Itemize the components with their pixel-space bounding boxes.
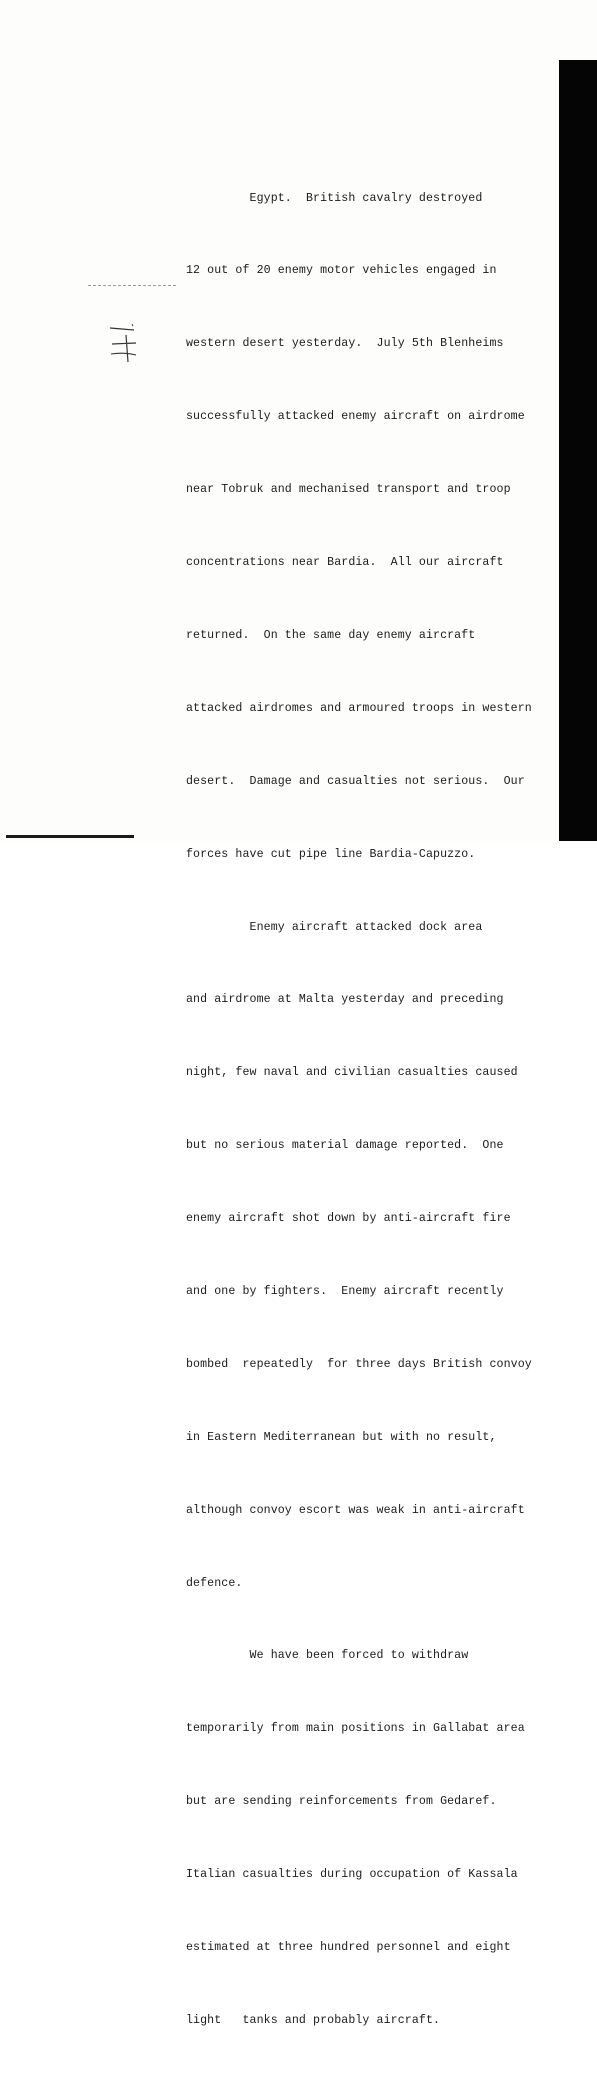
text-line: temporarily from main positions in Gallabat area xyxy=(186,1722,525,1736)
text-line: light tanks and probably aircraft. xyxy=(186,2013,441,2027)
text-line: bombed repeatedly for three days British convoy xyxy=(186,1357,532,1371)
handwritten-page-number xyxy=(106,322,140,372)
text-line: Italian casualties during occupation of Kassala xyxy=(186,1868,518,1882)
text-line: successfully attacked enemy aircraft on airdrome xyxy=(186,410,525,424)
text-line: western desert yesterday. July 5th Blenheims xyxy=(186,337,504,351)
text-line: Enemy aircraft attacked dock area xyxy=(186,920,483,934)
text-line: returned. On the same day enemy aircraft xyxy=(186,628,476,642)
text-line: but are sending reinforcements from Gedaref. xyxy=(186,1795,497,1809)
text-line: desert. Damage and casualties not serious. Our xyxy=(186,774,525,788)
text-line: although convoy escort was weak in anti-aircraft xyxy=(186,1503,525,1517)
text-line: enemy aircraft shot down by anti-aircraft fire xyxy=(186,1212,511,1226)
text-line: night, few naval and civilian casualties caused xyxy=(186,1066,518,1080)
text-line: attacked airdromes and armoured troops in western xyxy=(186,701,532,715)
text-line: estimated at three hundred personnel and eight xyxy=(186,1940,511,1954)
margin-dashed-line xyxy=(88,285,176,286)
scan-bottom-rule xyxy=(6,835,134,838)
scan-edge-shadow xyxy=(559,60,597,841)
text-line: and airdrome at Malta yesterday and preceding xyxy=(186,993,504,1007)
typed-text-body xyxy=(186,138,556,2082)
text-line: defence. xyxy=(186,1576,243,1590)
text-line: forces have cut pipe line Bardia-Capuzzo. xyxy=(186,847,476,861)
text-line: concentrations near Bardia. All our aircraft xyxy=(186,556,504,570)
text-line: but no serious material damage reported. One xyxy=(186,1139,504,1153)
text-line: and one by fighters. Enemy aircraft recently xyxy=(186,1284,504,1298)
text-line: 12 out of 20 enemy motor vehicles engaged in xyxy=(186,264,497,278)
text-line: near Tobruk and mechanised transport and troop xyxy=(186,483,511,497)
text-line: Egypt. British cavalry destroyed xyxy=(186,191,483,205)
text-line: in Eastern Mediterranean but with no result, xyxy=(186,1430,497,1444)
text-line: We have been forced to withdraw xyxy=(186,1649,469,1663)
